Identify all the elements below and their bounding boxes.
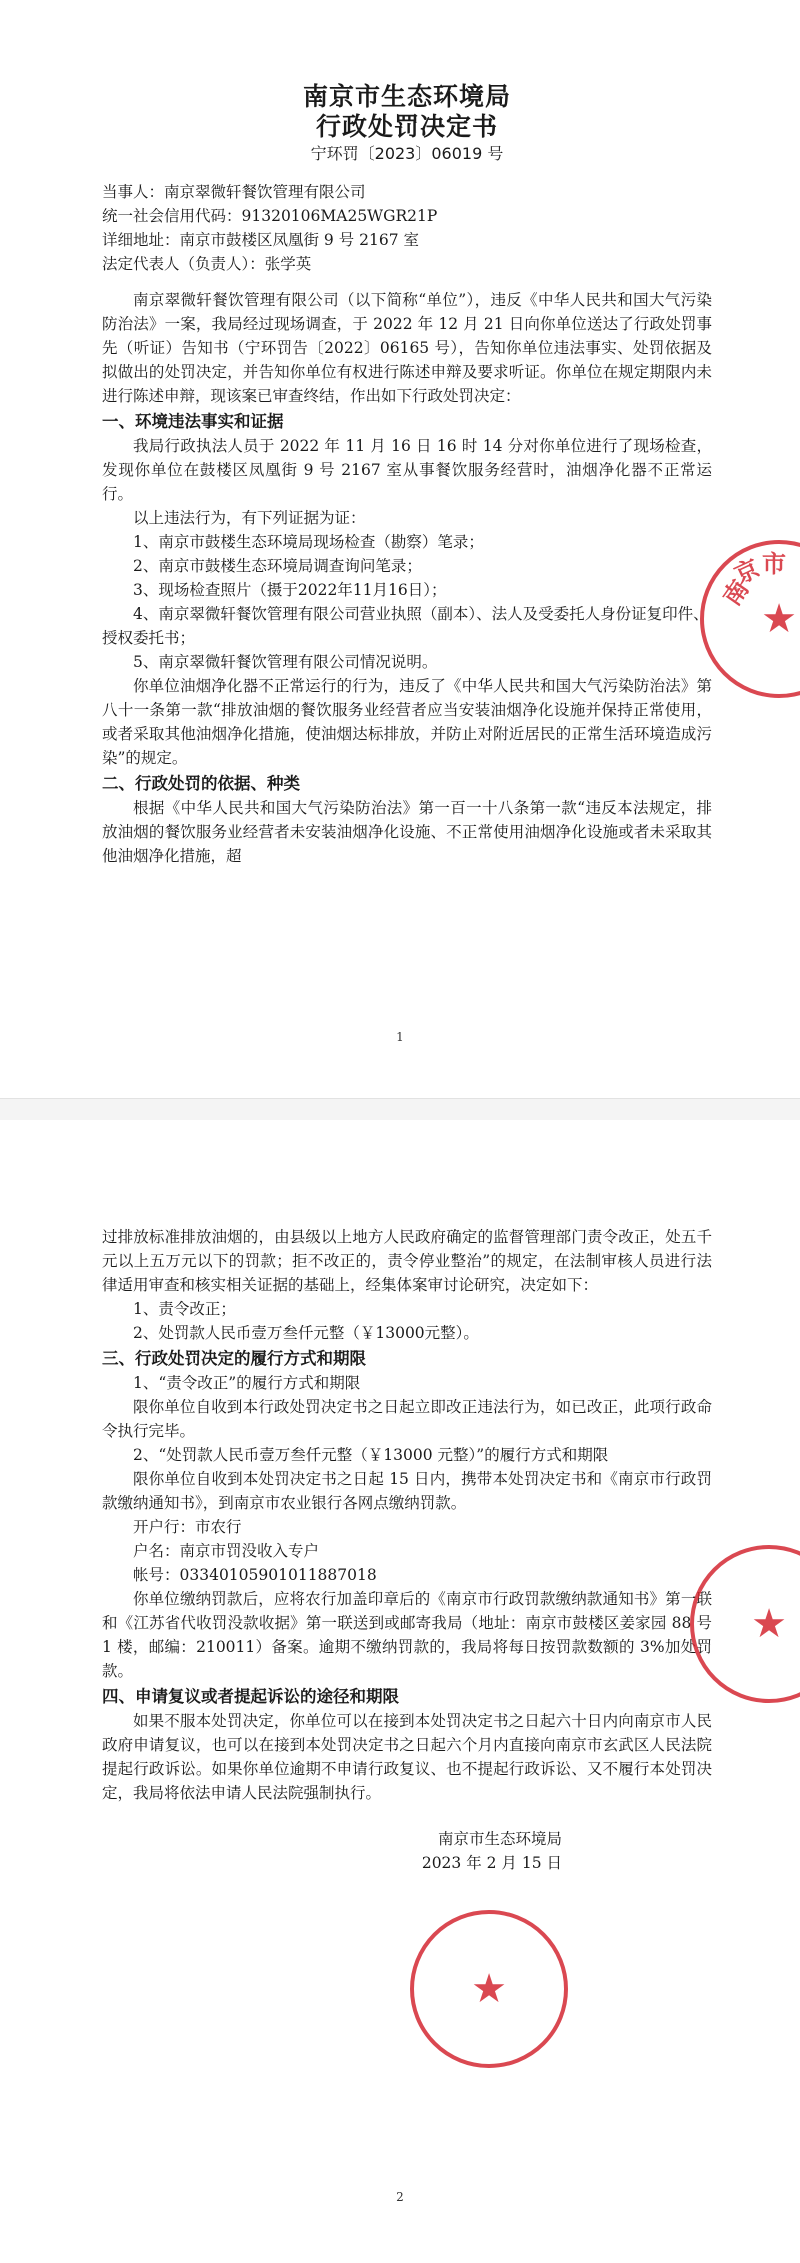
page-2-content [102,1225,712,1875]
section-heading-3: 三、行政处罚决定的履行方式和期限 [102,1349,366,1368]
doc-title-line2: 行政处罚决定书 [315,112,498,141]
seal-char: 京 [730,554,764,590]
seal-star-icon: ★ [761,596,797,642]
page-1 [0,0,800,1098]
evidence-intro: 以上违法行为，有下列证据为证： [133,509,366,527]
signature-block [102,1827,712,1875]
seal-char: 市 [762,550,786,578]
signature-seal [410,1910,568,2068]
evidence-item: 5、南京翠微轩餐饮管理有限公司情况说明。 [133,653,438,671]
evidence-item: 1、南京市鼓楼生态环境局现场检查（勘察）笔录； [133,533,484,551]
page-2 [0,1120,800,2263]
account-name: 户名：南京市罚没收入专户 [133,1542,320,1560]
basis-paragraph-part1: 根据《中华人民共和国大气污染防治法》第一百一十八条第一款“违反本法规定，排放油烟的餐饮服务业经营者未安装油烟净化设施、不正常使用油烟净化设施或者未采取其他油烟净化措施，超 [102,799,712,865]
signer-name: 南京市生态环境局 [437,1830,562,1848]
page-number-1: 1 [396,1030,404,1044]
decision-item: 2、处罚款人民币壹万叁仟元整（￥13000元整）。 [133,1324,479,1342]
section-heading-2: 二、行政处罚的依据、种类 [102,774,300,793]
doc-number: 宁环罚〔2023〕06019 号 [310,144,504,163]
execution-1-body: 限你单位自收到本行政处罚决定书之日起立即改正违法行为，如已改正，此项行政命令执行完毕。 [102,1398,712,1440]
intro-paragraph: 南京翠微轩餐饮管理有限公司（以下简称“单位”），违反《中华人民共和国大气污染防治法》一案，我局经过现场调查，于 2022 年 12 月 21 日向你单位送达了行政处罚事先（听证）告知书（宁环罚告〔2022〕06165 号），告知你单位违法事实、处罚依据及拟做出的处罚决定，并告知你单位有权进行陈述申辩及要求听证。你单位在规定期限内未进行陈述申辩，现该案已审查终结，作出如下行政处罚决定： [102,291,712,405]
seal-char: 南 [717,575,755,611]
sign-date: 2023 年 2 月 15 日 [421,1854,562,1872]
evidence-item: 4、南京翠微轩餐饮管理有限公司营业执照（副本）、法人及受委托人身份证复印件、授权委托书； [102,605,709,647]
official-seal [700,540,800,698]
page-separator [0,1098,800,1122]
appeal-paragraph: 如果不服本处罚决定，你单位可以在接到本处罚决定书之日起六十日内向南京市人民政府申请复议，也可以在接到本处罚决定书之日起六个月内直接向南京市玄武区人民法院提起行政诉讼。如果你单位逾期不申请行政复议、也不提起行政诉讼、又不履行本处罚决定，我局将依法申请人民法院强制执行。 [102,1712,712,1802]
credit-code: 统一社会信用代码：91320106MA25WGR21P [102,207,438,225]
evidence-item: 2、南京市鼓楼生态环境局调查询问笔录； [133,557,422,575]
account-number: 帐号：03340105901011887018 [133,1566,377,1584]
seal-star-icon: ★ [471,1966,507,2012]
execution-1-title: 1、“责令改正”的履行方式和期限 [133,1374,361,1392]
doc-title-line1: 南京市生态环境局 [302,82,511,111]
basis-paragraph-part2: 过排放标准排放油烟的，由县级以上地方人民政府确定的监督管理部门责令改正，处五千元以上五万元以下的罚款；拒不改正的，责令停业整治”的规定，在法制审核人员进行法律适用审查和核实相关证据的基础上，经集体案审讨论研究，决定如下： [102,1228,712,1294]
party-address: 详细地址：南京市鼓楼区凤凰街 9 号 2167 室 [102,231,420,249]
execution-2-body: 限你单位自收到本处罚决定书之日起 15 日内，携带本处罚决定书和《南京市行政罚款缴纳通知书》，到南京市农业银行各网点缴纳罚款。 [102,1470,712,1512]
receipt-paragraph: 你单位缴纳罚款后，应将农行加盖印章后的《南京市行政罚款缴纳款通知书》第一联和《江苏省代收罚没款收据》第一联送到或邮寄我局（地址：南京市鼓楼区姜家园 88 号 1 楼，邮编：210011）备案。逾期不缴纳罚款的，我局将每日按罚款数额的 3%加处罚款。 [102,1590,712,1680]
section-heading-1: 一、环境违法事实和证据 [102,412,284,431]
page-1-content [102,82,712,868]
party-name: 当事人：南京翠微轩餐饮管理有限公司 [102,183,366,201]
section-heading-4: 四、申请复议或者提起诉讼的途径和期限 [102,1687,399,1706]
facts-paragraph: 我局行政执法人员于 2022 年 11 月 16 日 16 时 14 分对你单位进行了现场检查，发现你单位在鼓楼区凤凰街 9 号 2167 室从事餐饮服务经营时，油烟净化器不正常运行。 [102,437,712,503]
party-info [102,180,712,276]
violation-paragraph: 你单位油烟净化器不正常运行的行为，违反了《中华人民共和国大气污染防治法》第八十一条第一款“排放油烟的餐饮服务业经营者应当安装油烟净化设施并保持正常使用，或者采取其他油烟净化措施，使油烟达标排放，并防止对附近居民的正常生活环境造成污染”的规定。 [102,677,712,767]
page-number-2: 2 [396,2190,404,2204]
seal-star-icon: ★ [751,1601,787,1647]
legal-representative: 法定代表人（负责人）：张学英 [102,255,312,273]
execution-2-title: 2、“处罚款人民币壹万叁仟元整（￥13000 元整）”的履行方式和期限 [133,1446,609,1464]
decision-item: 1、责令改正； [133,1300,236,1318]
evidence-item: 3、现场检查照片（摄于2022年11月16日）； [133,581,447,599]
bank-name: 开户行：市农行 [133,1518,242,1536]
